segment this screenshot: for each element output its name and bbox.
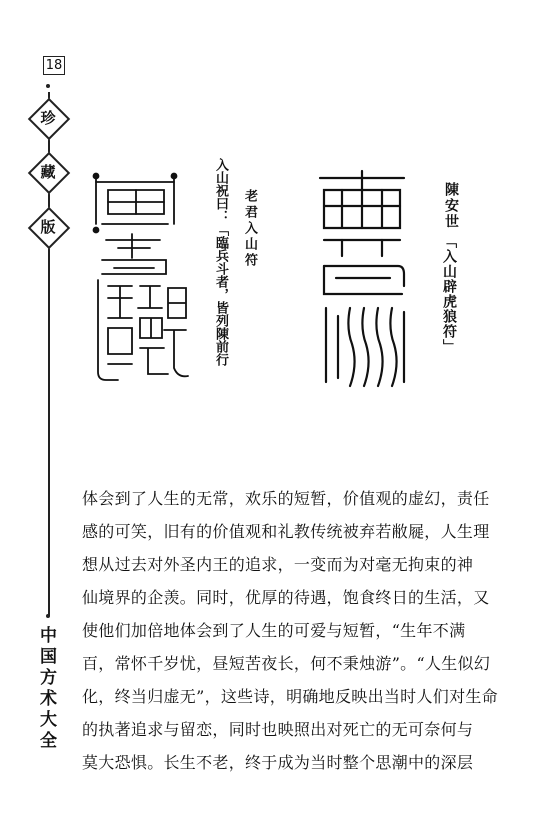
body-line: 体会到了人生的无常，欢乐的短暂，价值观的虚幻，责任 bbox=[82, 489, 490, 508]
badge-cang bbox=[28, 152, 68, 192]
side-rule bbox=[48, 246, 50, 616]
body-paragraph bbox=[82, 482, 498, 779]
body-line: 百，常怀千岁忧，昼短苦夜长，何不秉烛游”。“人生似幻 bbox=[82, 654, 491, 673]
book-title: 中国方术大全 bbox=[36, 626, 56, 752]
body-line: 化，终当归虚无”，这些诗，明确地反映出当时人们对生命 bbox=[82, 687, 498, 706]
side-dot bbox=[46, 84, 50, 88]
talisman-2-author: 老君入山符 bbox=[242, 189, 257, 269]
badge-label: 珍 bbox=[40, 109, 56, 127]
talisman-1-title: 「入山辟虎狼符」 bbox=[441, 234, 457, 354]
vertical-seal-script-talisman-1 bbox=[312, 168, 412, 393]
body-line: 的执著追求与留恋，同时也映照出对死亡的无可奈何与 bbox=[82, 720, 474, 739]
page-number: 18 bbox=[43, 56, 65, 75]
body-line: 想从过去对外圣内王的追求，一变而为对毫无拘束的神 bbox=[82, 555, 474, 574]
badge-label: 藏 bbox=[40, 163, 56, 181]
badge-zhen bbox=[28, 98, 68, 138]
body-line: 使他们加倍地体会到了人生的可爱与短暂，“生年不满 bbox=[82, 621, 466, 640]
body-line: 感的可笑，旧有的价值观和礼教传统被弃若敝屣，人生理 bbox=[82, 522, 490, 541]
body-line: 莫大恐惧。长生不老，终于成为当时整个思潮中的深层 bbox=[82, 753, 474, 772]
badge-label: 版 bbox=[40, 218, 56, 236]
badge-ban bbox=[28, 207, 68, 247]
talisman-1-author: 陳安世 bbox=[443, 182, 459, 230]
side-dot bbox=[46, 614, 50, 618]
body-line: 仙境界的企羡。同时，优厚的待遇，饱食终日的生活，又 bbox=[82, 588, 490, 607]
talisman-2-title: 入山祝曰：「臨兵斗者，皆列陳前行 bbox=[213, 158, 228, 366]
vertical-seal-script-talisman-2 bbox=[88, 168, 193, 388]
